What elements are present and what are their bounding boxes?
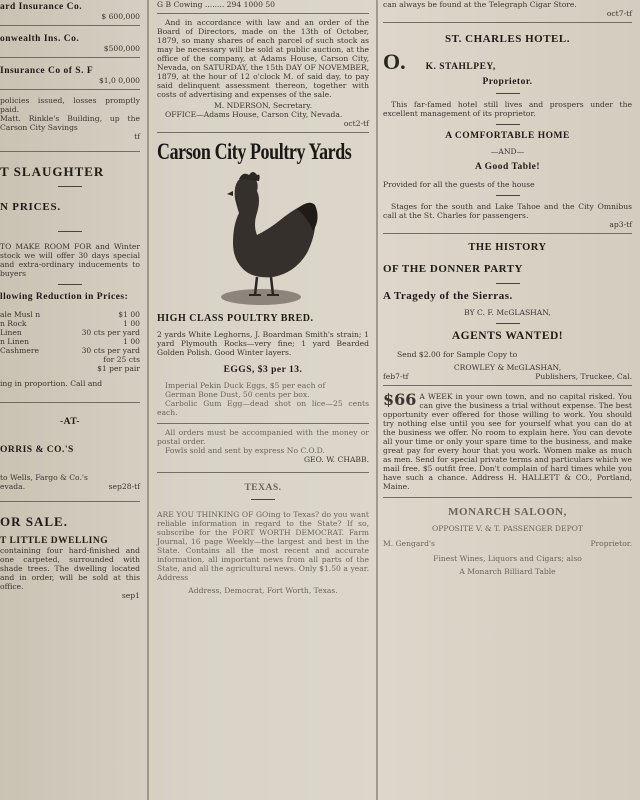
at-word: -AT- xyxy=(60,417,80,427)
price-value: 30 cts per yard xyxy=(81,328,140,337)
price-item: n Rock xyxy=(0,319,27,328)
sale-heading: OR SALE. xyxy=(0,514,68,529)
poultry-title: Carson City Poultry Yards xyxy=(157,139,352,164)
insurance-1: ard Insurance Co. xyxy=(0,2,83,12)
hotel-proprietor: Proprietor. xyxy=(482,77,533,87)
dwelling-text: containing four hard-finished and one carpeted, surrounded with shade trees. The dwelling located and in order, will be sold at this office. xyxy=(0,546,140,591)
publisher-location: Publishers, Truckee, Cal. xyxy=(535,372,632,381)
hotel-name: ST. CHARLES HOTEL. xyxy=(445,33,570,45)
cigar-code: oct7-tf xyxy=(606,9,632,18)
agent-text: Matt. Rinkle's Building, up the Carson City Savings xyxy=(0,114,140,132)
insurance-2-amount: $500,000 xyxy=(103,44,140,53)
column-rule xyxy=(147,0,149,800)
week-ad-text: A WEEK in your own town, and no capital risked. You can give the business a trial without expense. The best opportunity ever offered for those willing to work. You should try nothing else until you see for yourself what you can do at the business we offer. No room to explain here. You can devote all your time or only your spare time to the business, and make great pay for every hour that you work. Women make as much as men. Send for special private terms and particulars which we mail free. $5 outfit free. Don't complain of hard times while you have such a chance. Address H. HALLETT & CO., Portland, Maine. xyxy=(383,392,632,491)
orris-heading: ORRIS & CO.'S xyxy=(0,445,74,455)
publisher-name: CROWLEY & McGLASHAN, xyxy=(453,363,562,372)
and-word: —AND— xyxy=(490,147,525,156)
german-text: German Bone Dust, 50 cents per box. xyxy=(165,390,310,399)
byline: BY C. F. McGLASHAN, xyxy=(464,308,551,317)
monarch-proprietor: Proprietor. xyxy=(590,539,632,548)
reduction-heading: llowing Reduction in Prices: xyxy=(0,292,129,302)
column-rule xyxy=(376,0,378,800)
prices-heading: N PRICES. xyxy=(0,201,61,213)
insurance-3: Insurance Co of S. F xyxy=(0,66,94,76)
chabb-signature: GEO. W. CHABB. xyxy=(303,455,369,464)
proportion-text: ing in proportion. Call and xyxy=(0,379,103,388)
express-text: Fowls sold and sent by express No C.O.D. xyxy=(165,446,325,455)
slaughter-heading: T SLAUGHTER xyxy=(0,164,105,179)
price-item: ale Musl n xyxy=(0,310,41,319)
price-value: 30 cts per yard xyxy=(81,346,140,355)
price-value: 1 00 xyxy=(123,337,140,346)
yards-text: 2 yards White Leghorns, J. Boardman Smith's strain; 1 yard Plymouth Rocks—very fine; 1 yard Bearded Golden Polish. Good Winter layers. xyxy=(157,330,369,357)
insurance-2: onwealth Ins. Co. xyxy=(0,34,80,44)
price-value: for 25 cts xyxy=(103,355,140,364)
hotel-owner: K. STAHLPEY, xyxy=(425,62,496,72)
monarch-heading: MONARCH SALOON, xyxy=(448,506,567,518)
tragedy-heading: A Tragedy of the Sierras. xyxy=(383,290,513,302)
eggs-price: EGGS, $3 per 13. xyxy=(223,365,303,375)
nevada-text: evada. xyxy=(0,482,26,491)
rooster-icon xyxy=(157,169,373,309)
office-line: OFFICE—Adams House, Carson City, Nevada. xyxy=(165,110,343,119)
price-item: Cashmere xyxy=(0,346,39,355)
auction-notice: And in accordance with law and an order of the Board of Directors, made on the 13th of October, 1879, so many shares of each parcel of such stock as may be necessary will be sold at public auction, at the office of the company, at Adams House, Carson City, Nevada, on SATURDAY, the 15th DAY OF NOVEMBER, 1879, at the hour of 12 o'clock M. of said day, to pay said delinquent assessment thereon, together with costs of advertising and expenses of the sale. xyxy=(157,18,369,99)
price-list xyxy=(0,310,140,373)
wells-text: to Wells, Fargo & Co.'s xyxy=(0,473,88,482)
good-table: A Good Table! xyxy=(474,162,541,172)
rooster-illustration xyxy=(157,169,373,309)
week-ad xyxy=(383,392,632,491)
price-item: Linen xyxy=(0,328,22,337)
publisher-code: feb7-tf xyxy=(383,372,409,381)
week-ad-price: $66 xyxy=(383,390,417,409)
hotel-initial: O. xyxy=(383,49,406,74)
donner-heading: OF THE DONNER PARTY xyxy=(383,263,524,275)
price-value: $1 00 xyxy=(118,310,140,319)
billiard-text: A Monarch Billiard Table xyxy=(459,567,556,576)
price-value: 1 00 xyxy=(123,319,140,328)
gengard-text: M. Gengard's xyxy=(383,539,435,548)
cigar-text: can always be found at the Telegraph Cigar Store. xyxy=(383,0,577,9)
carbolic-text: Carbolic Gum Egg—dead shot on lice—25 cents each. xyxy=(157,399,369,417)
stages-text: Stages for the south and Lake Tahoe and the City Omnibus call at the St. Charles for passengers. xyxy=(383,202,632,220)
price-value: $1 per pair xyxy=(97,364,140,373)
hotel-text: This far-famed hotel still lives and prospers under the excellent management of its proprietor. xyxy=(383,100,632,118)
history-heading: THE HISTORY xyxy=(468,242,547,253)
policy-text: policies issued, losses promptly paid. xyxy=(0,96,140,114)
room-text: TO MAKE ROOM FOR and Winter stock we will offer 30 days special and extra-ordinary inducements to buyers xyxy=(0,242,140,278)
texas-text: ARE YOU THINKING OF GOing to Texas? do you want reliable information in regard to the State? If so, subscribe for the FORT WORTH DEMOCRAT. Farm Journal, 16 page Weekly—the largest and best in the State. Contains all the most recent and accurate information, all important news from all parts of the State, and all the agricultural news. Only $1.50 a year. Address xyxy=(157,510,369,582)
comfortable-home: A COMFORTABLE HOME xyxy=(445,131,570,141)
provided-text: Provided for all the guests of the house xyxy=(383,180,535,189)
column-middle xyxy=(153,0,373,800)
poultry-heading: HIGH CLASS POULTRY BRED. xyxy=(157,313,314,324)
wines-text: Finest Wines, Liquors and Cigars; also xyxy=(433,554,582,563)
stock-row: G B Cowing ........ 294 1000 50 xyxy=(157,0,275,9)
insurance-3-amount: $1,0 0,000 xyxy=(98,76,140,85)
dwelling-code: sep1 xyxy=(121,591,140,600)
column-left xyxy=(0,0,144,800)
office-code: oct2-tf xyxy=(343,119,369,128)
nevada-code: sep28-tf xyxy=(108,482,140,491)
dwelling-heading: T LITTLE DWELLING xyxy=(0,536,109,546)
stages-code: ap3-tf xyxy=(609,220,632,229)
texas-heading: TEXAS. xyxy=(244,483,282,493)
insurance-1-amount: $ 600,000 xyxy=(101,12,140,21)
agent-code: tf xyxy=(134,132,140,141)
imperial-text: Imperial Pekin Duck Eggs, $5 per each of xyxy=(165,381,326,390)
price-item: n Linen xyxy=(0,337,30,346)
texas-address: Address, Democrat, Fort Worth, Texas. xyxy=(188,586,338,595)
agents-heading: AGENTS WANTED! xyxy=(451,330,564,342)
orders-text: All orders must be accompanied with the money or postal order. xyxy=(157,428,369,446)
column-right xyxy=(381,0,636,800)
send-text: Send $2.00 for Sample Copy to xyxy=(397,350,518,359)
opposite-text: OPPOSITE V. & T. PASSENGER DEPOT xyxy=(432,524,583,533)
secretary-line: M. NDERSON, Secretary. xyxy=(214,101,312,110)
